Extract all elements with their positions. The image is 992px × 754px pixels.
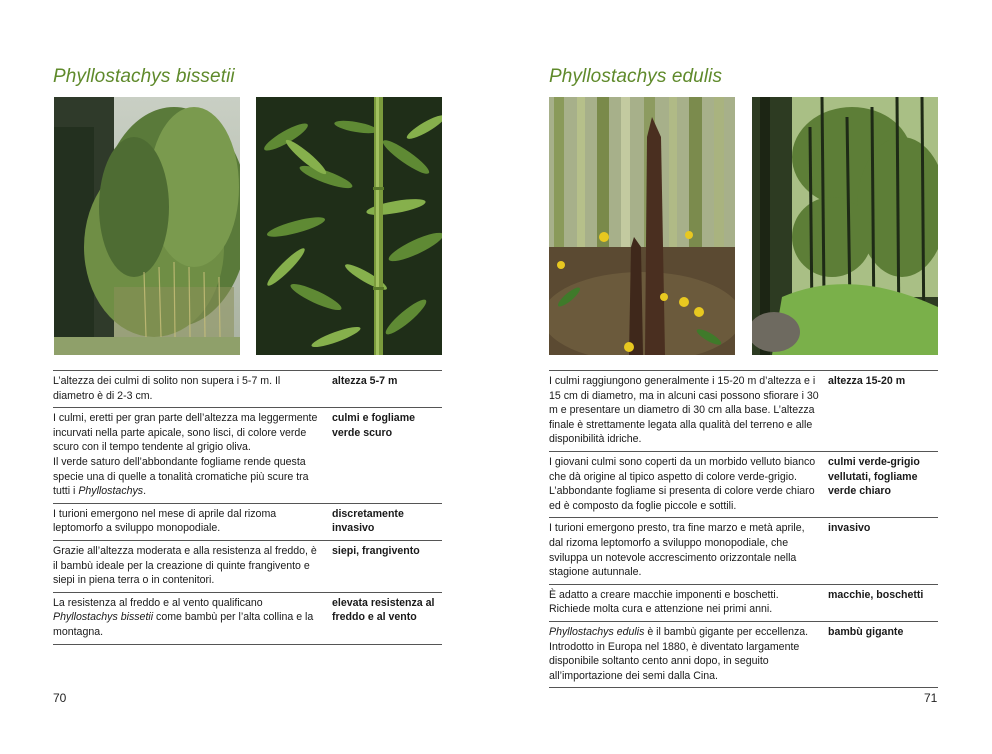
row-description-part: . [143,485,147,498]
row-description-part: È adatto a creare macchie imponenti e boschetti. [549,588,779,601]
row-description [549,588,828,617]
row-keyword: altezza 15-20 m [828,375,906,387]
row-keyword: discretamente invasivo [332,507,404,535]
row-description-part: è il bambù gigante per eccellenza. Introdotto in Europa nel 1880, è diventato largamente disponibile soltanto cento anni dopo, in seguito all’importazione dei semi dalla Cina. [549,625,809,682]
row-description: I culmi raggiungono generalmente i 15-20 m d’altezza e i 15 cm di diametro, ma in alcuni casi possono sfiorare i 30 m e presentare un diametro di 30 cm alla base. L’altezza finale è strettamente legata alla qualità del terreno e alle disponibilità idriche. [549,375,819,446]
row-keyword: bambù gigante [828,625,904,638]
bamboo-shoot-photo [549,97,735,355]
row-description: I turioni emergono nel mese di aprile dal rizoma leptomorfo a sviluppo monopodiale. [53,507,277,535]
page-number: 70 [53,691,67,705]
row-keyword: culmi e fogliame verde scuro [332,412,416,439]
row-description [53,596,332,640]
table-row [53,371,442,408]
table-row [549,585,938,622]
species-info-table [549,370,938,688]
row-description-part: Il verde saturo dell’abbondante fogliame rende questa specie una di quelle a tonalità cromatiche più scure tra tutti i [53,455,309,498]
row-description: L’altezza dei culmi di solito non supera i 5-7 m. Il diametro è di 2-3 cm. [53,375,281,402]
row-description-part: come bambù per l’alta collina e la montagna. [53,611,314,638]
species-title: Phyllostachys edulis [549,66,723,87]
right-page [496,0,992,754]
row-description: I giovani culmi sono coperti da un morbido velluto bianco che dà origine al tipico aspetto di colore verde-grigio. L’abbondante fogliame si presenta di colore verde chiaro ed è composto da foglie piccole e sottili. [549,455,816,512]
row-description [549,625,828,683]
table-row [53,541,442,593]
row-keyword: macchie, boschetti [828,588,924,601]
page-number: 71 [924,691,938,705]
table-row [549,371,938,452]
row-keyword: altezza 5-7 m [332,375,398,387]
row-description-part: Richiede molta cura e attenzione nei primi anni. [549,603,773,616]
table-row [53,408,442,504]
bamboo-leaves-photo [256,97,442,355]
species-info-table [53,370,442,645]
row-keyword: culmi verde-grigio vellutati, fogliame verde chiaro [828,455,920,498]
row-description [53,411,332,499]
row-description-part: La resistenza al freddo e al vento qualificano [53,596,263,609]
bamboo-hedge-photo [54,97,240,355]
row-description-part: I culmi, eretti per gran parte dell’altezza ma leggermente incurvati nella parte apicale, sono lisci, di colore verde scuro con il tempo tendente al grigio oliva. [53,412,318,454]
row-keyword: invasivo [828,522,871,535]
bamboo-forest-photo [752,97,938,355]
row-keyword: elevata resistenza al freddo e al vento [332,596,435,624]
table-row [549,622,938,688]
table-row [53,504,442,541]
table-row [53,593,442,645]
species-title: Phyllostachys bissetii [53,66,235,87]
table-row [549,452,938,518]
species-genus-italic: Phyllostachys [78,485,144,498]
species-name-italic: Phyllostachys bissetii [53,611,154,624]
species-name-italic: Phyllostachys edulis [549,625,645,638]
row-keyword: siepi, frangivento [332,544,420,557]
row-description: I turioni emergono presto, tra fine marzo e metà aprile, dal rizoma leptomorfo a sviluppo monopodiale, che sviluppa un notevole accrescimento orizzontale nella stagione autunnale. [549,522,805,579]
table-row [549,518,938,584]
row-description: Grazie all’altezza moderata e alla resistenza al freddo, è il bambù ideale per la creazione di quinte frangivento e siepi in piena terra o in contenitori. [53,544,317,587]
